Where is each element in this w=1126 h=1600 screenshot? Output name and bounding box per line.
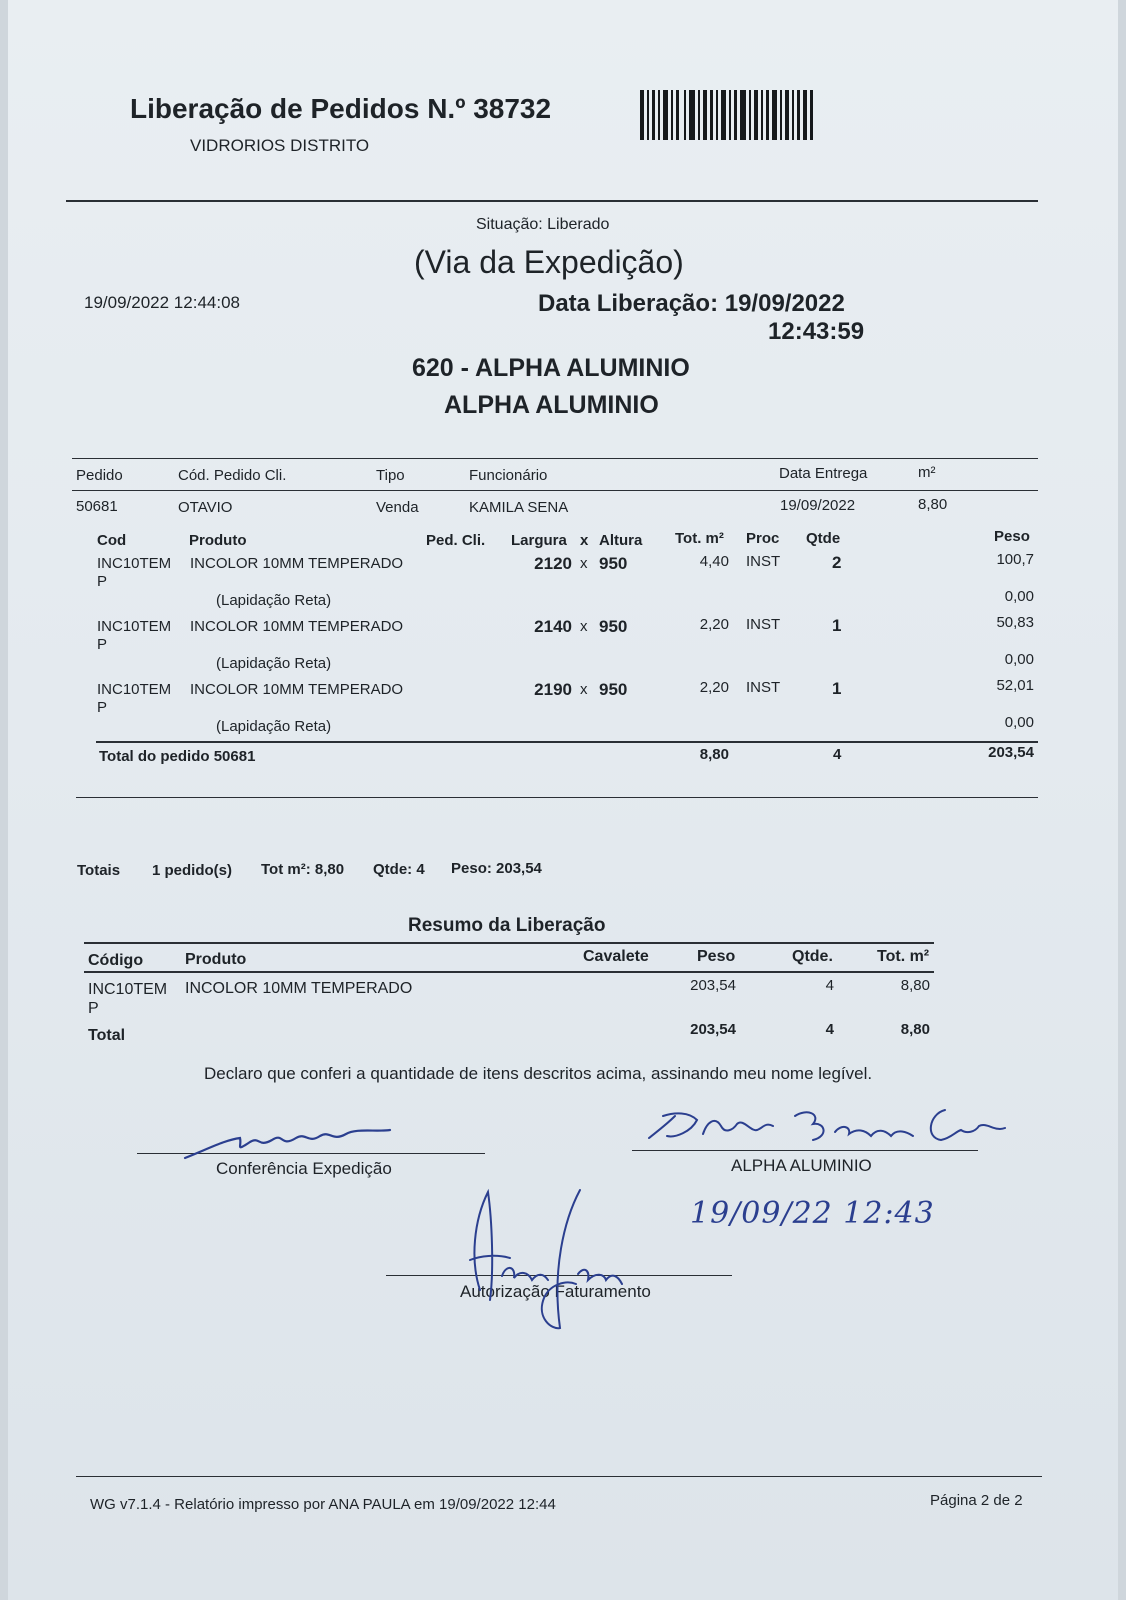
order-total-qtde: 4 [833, 746, 842, 763]
data-liberacao-time: 12:43:59 [768, 318, 865, 345]
item-produto: INCOLOR 10MM TEMPERADO [190, 681, 404, 698]
resumo-header-cavalete: Cavalete [583, 948, 649, 965]
client-line-1: 620 - ALPHA ALUMINIO [412, 354, 690, 382]
order-table-bottom-rule [76, 797, 1038, 798]
resumo-codigo-line2: P [88, 1000, 99, 1017]
item-x: x [580, 618, 588, 635]
conferencia-signature-image [180, 1118, 400, 1163]
signature-label-autorizacao: Autorização Faturamento [460, 1282, 651, 1301]
totais-qtde: Qtde: 4 [373, 861, 425, 878]
items-header-produto: Produto [189, 532, 247, 549]
resumo-header-peso: Peso [697, 948, 736, 965]
resumo-header-codigo: Código [88, 952, 144, 969]
totais-label: Totais [77, 862, 121, 879]
items-header-x: x [580, 532, 589, 549]
signature-label-conferencia: Conferência Expedição [216, 1159, 392, 1178]
item-tot-m2: 2,20 [699, 616, 729, 633]
resumo-title: Resumo da Liberação [408, 915, 606, 936]
item-process-peso: 0,00 [1004, 714, 1034, 731]
print-datetime: 19/09/2022 12:44:08 [84, 293, 240, 312]
items-header-tot-m2: Tot. m² [675, 530, 724, 547]
item-altura: 950 [599, 617, 628, 636]
situacao-text: Situação: Liberado [476, 216, 610, 233]
item-altura: 950 [599, 680, 628, 699]
order-header-rule [72, 490, 1038, 491]
via-title: (Via da Expedição) [414, 244, 684, 280]
items-header-qtde: Qtde [806, 530, 841, 547]
resumo-header-rule [84, 971, 934, 973]
client-line-2: ALPHA ALUMINIO [444, 391, 659, 419]
item-largura: 2190 [534, 680, 572, 699]
footer-rule [76, 1476, 1042, 1477]
resumo-header-tot-m2: Tot. m² [877, 948, 930, 965]
item-x: x [580, 681, 588, 698]
resumo-total-qtde: 4 [825, 1021, 834, 1038]
order-total-peso: 203,54 [988, 744, 1034, 761]
document-page [8, 0, 1118, 1600]
item-largura: 2140 [534, 617, 572, 636]
order-tipo: Venda [376, 499, 419, 516]
order-table-top-rule [72, 458, 1038, 459]
autorizacao-signature-image [440, 1180, 640, 1340]
declaration-text: Declaro que conferi a quantidade de itens descritos acima, assinando meu nome legível. [204, 1064, 873, 1083]
resumo-qtde: 4 [825, 977, 834, 994]
item-produto: INCOLOR 10MM TEMPERADO [190, 618, 404, 635]
order-m2: 8,80 [918, 496, 948, 513]
item-cod-line1: INC10TEM [97, 618, 172, 635]
item-process: (Lapidação Reta) [216, 718, 332, 735]
item-x: x [580, 555, 588, 572]
col-header-m2: m² [918, 464, 936, 481]
signature-label-cliente: ALPHA ALUMINIO [731, 1156, 872, 1175]
item-process: (Lapidação Reta) [216, 592, 332, 609]
resumo-total-tot-m2: 8,80 [900, 1021, 930, 1038]
item-produto: INCOLOR 10MM TEMPERADO [190, 555, 404, 572]
item-tot-m2: 2,20 [699, 679, 729, 696]
item-process-peso: 0,00 [1004, 588, 1034, 605]
item-qtde: 1 [832, 679, 842, 698]
totais-m2: Tot m²: 8,80 [261, 861, 345, 878]
resumo-peso: 203,54 [690, 977, 736, 994]
items-header-cod: Cod [97, 532, 127, 549]
order-cod-pedido-cli: OTAVIO [178, 499, 233, 516]
order-data-entrega: 19/09/2022 [780, 497, 856, 514]
order-total-m2: 8,80 [699, 746, 729, 763]
item-proc: INST [746, 679, 781, 696]
barcode-image [640, 90, 815, 142]
order-total-rule [96, 741, 1038, 743]
item-cod-line1: INC10TEM [97, 681, 172, 698]
items-header-proc: Proc [746, 530, 780, 547]
resumo-tot-m2: 8,80 [900, 977, 930, 994]
item-qtde: 2 [832, 553, 842, 572]
items-header-altura: Altura [599, 532, 643, 549]
handwritten-date: 19/09/22 12:43 [690, 1196, 935, 1231]
footer-page-number: Página 2 de 2 [930, 1492, 1023, 1509]
resumo-total-peso: 203,54 [690, 1021, 736, 1038]
order-pedido: 50681 [76, 498, 118, 515]
resumo-header-qtde: Qtde. [792, 948, 833, 965]
item-peso: 100,7 [996, 551, 1034, 568]
cliente-signature-image [645, 1102, 1025, 1152]
footer-printed-by: WG v7.1.4 - Relatório impresso por ANA PAULA em 19/09/2022 12:44 [90, 1496, 556, 1513]
item-tot-m2: 4,40 [699, 553, 729, 570]
data-liberacao-label: Data Liberação: 19/09/2022 [538, 290, 845, 317]
items-header-largura: Largura [511, 532, 567, 549]
order-funcionario: KAMILA SENA [469, 499, 569, 516]
header-divider [66, 200, 1038, 202]
item-proc: INST [746, 616, 781, 633]
item-cod-line2: P [97, 699, 108, 716]
col-header-data-entrega: Data Entrega [779, 465, 868, 482]
items-header-peso: Peso [994, 528, 1030, 545]
resumo-codigo-line1: INC10TEM [88, 981, 168, 998]
items-header-ped-cli: Ped. Cli. [426, 532, 486, 549]
item-process-peso: 0,00 [1004, 651, 1034, 668]
item-cod-line2: P [97, 636, 108, 653]
totais-peso: Peso: 203,54 [451, 860, 542, 877]
item-peso: 52,01 [996, 677, 1034, 694]
company-name: VIDRORIOS DISTRITO [190, 136, 370, 155]
item-qtde: 1 [832, 616, 842, 635]
col-header-cod-pedido-cli: Cód. Pedido Cli. [178, 467, 287, 484]
item-peso: 50,83 [996, 614, 1034, 631]
col-header-tipo: Tipo [376, 467, 405, 484]
item-process: (Lapidação Reta) [216, 655, 332, 672]
order-total-label: Total do pedido 50681 [99, 748, 256, 765]
item-largura: 2120 [534, 554, 572, 573]
report-title: Liberação de Pedidos N.º 38732 [130, 93, 552, 124]
col-header-funcionario: Funcionário [469, 467, 548, 484]
totais-pedidos: 1 pedido(s) [152, 862, 233, 879]
resumo-top-rule [84, 942, 934, 944]
item-proc: INST [746, 553, 781, 570]
item-altura: 950 [599, 554, 628, 573]
col-header-pedido: Pedido [76, 467, 123, 484]
resumo-header-produto: Produto [185, 951, 247, 968]
item-cod-line2: P [97, 573, 108, 590]
item-cod-line1: INC10TEM [97, 555, 172, 572]
resumo-total-label: Total [88, 1027, 126, 1044]
resumo-produto: INCOLOR 10MM TEMPERADO [185, 980, 413, 997]
